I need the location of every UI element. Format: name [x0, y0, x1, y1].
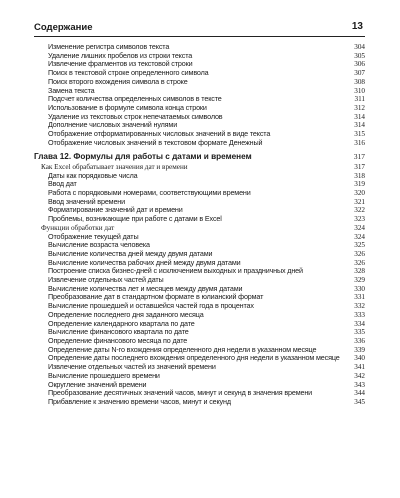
toc-entry-page: 332: [354, 302, 365, 311]
toc-entry-title: Отображение текущей даты: [48, 231, 139, 241]
toc-entry-title: Изменение регистра символов текста: [48, 42, 170, 51]
toc-entry-page: 311: [354, 95, 365, 104]
toc-entry-page: 320: [354, 189, 365, 198]
toc-entry-title: Определение даты N-го вхождения определенного дня недели в указанном месяце: [48, 344, 317, 354]
toc-entry-title: Удаление лишних пробелов из строки текста: [48, 50, 193, 60]
chapter-entry: [34, 152, 365, 162]
toc-entry-title: Поиск второго вхождения символа в строке: [48, 76, 188, 86]
toc-entry-page: 333: [354, 310, 365, 319]
toc-entry-title: Функции обработки дат: [41, 223, 115, 232]
toc-entry-page: 326: [354, 249, 365, 258]
toc-entry: [34, 215, 365, 224]
toc-entry-page: 336: [354, 337, 365, 345]
toc-entry-title: Замена текста: [48, 85, 95, 95]
toc-entry-page: 340: [354, 354, 365, 363]
toc-entry-page: 316: [354, 138, 365, 147]
toc-entry-title: Глава 12. Формулы для работы с датами и временем: [34, 152, 252, 162]
toc-entry-title: Вычисление финансового квартала по дате: [48, 327, 189, 337]
toc-entry-title: Вычисление количества рабочих дней между двумя датами: [48, 257, 241, 267]
toc-entry-page: 324: [354, 223, 365, 232]
running-header: [34, 14, 365, 37]
toc-entry-title: Вычисление прошедшего времени: [48, 370, 160, 380]
toc-entry-title: Преобразование дат в стандартном формате в юлианский формат: [48, 292, 264, 302]
toc-entry-title: Извлечение фрагментов из текстовой строки: [48, 59, 193, 69]
toc-entry-page: 329: [354, 276, 365, 285]
toc-entry-page: 310: [354, 86, 365, 95]
toc-entry-title: Форматирование значений дат и времени: [48, 205, 183, 215]
toc-entry-title: Подсчет количества определенных символов в тексте: [48, 94, 222, 104]
toc-entry-page: 318: [354, 171, 365, 180]
toc-entry: [34, 139, 365, 148]
toc-entry-title: Поиск в текстовой строке определенного символа: [48, 68, 209, 78]
toc-entry-page: 330: [354, 284, 365, 293]
toc-entry-page: 323: [354, 215, 365, 224]
toc-entry-title: Вычисление количества лет и месяцев между двумя датами: [48, 283, 243, 293]
toc-entry-page: 321: [354, 197, 365, 206]
toc-entry-page: 317: [353, 152, 365, 162]
toc-entry-page: 324: [354, 232, 365, 241]
toc-entry-title: Даты как порядковые числа: [48, 170, 138, 180]
toc-entry-title: Использование в формуле символа конца строки: [48, 102, 207, 112]
toc-entry-page: 306: [354, 60, 365, 69]
toc-entry-title: Построение списка бизнес-дней с исключением выходных и праздничных дней: [48, 266, 303, 276]
toc-entry-title: Дополнение числовых значений нулями: [48, 120, 178, 130]
toc-entry-title: Извлечение отдельных частей из значений времени: [48, 362, 216, 372]
toc-entry-title: Прибавление к значению времени часов, минут и секунд: [48, 396, 231, 406]
toc-entry-page: 319: [354, 180, 365, 189]
toc-entry-page: 345: [354, 397, 365, 406]
toc-entry-title: Ввод дат: [48, 179, 77, 189]
toc-entry-page: 339: [354, 345, 365, 354]
toc-entry-title: Ввод значений времени: [48, 196, 125, 206]
toc-entry-page: 343: [354, 380, 365, 389]
toc-entry-page: 331: [354, 293, 365, 302]
toc-entry-title: Проблемы, возникающие при работе с датами в Excel: [48, 214, 222, 224]
toc-entry-page: 344: [354, 389, 365, 398]
section-title: Содержание: [34, 21, 93, 33]
toc-entry-page: 308: [354, 77, 365, 86]
toc-entry-page: 312: [354, 103, 365, 112]
toc-entry-page: 341: [354, 363, 365, 372]
toc-entry-page: 326: [354, 258, 365, 267]
toc-entry-page: 335: [354, 328, 365, 337]
toc-entry-title: Определение последнего дня заданного месяца: [48, 309, 204, 319]
toc-entry-page: 304: [354, 43, 365, 51]
toc-entry-page: 314: [354, 121, 365, 130]
toc-entry-page: 342: [354, 371, 365, 380]
toc-entry-page: 307: [354, 69, 365, 78]
toc-entry-title: Удаление из текстовых строк непечатаемых символов: [48, 111, 223, 121]
toc-entry-page: 314: [354, 112, 365, 121]
toc-entry-title: Определение финансового месяца по дате: [48, 336, 188, 345]
toc-entry-page: 328: [354, 267, 365, 276]
toc-entry-title: Округление значений времени: [48, 379, 147, 389]
toc-entry-title: Как Excel обрабатывает значения дат и времени: [41, 162, 188, 171]
toc-entry-page: 325: [354, 241, 365, 250]
toc-entry-title: Отображение числовых значений в текстовом формате Денежный: [48, 137, 263, 147]
toc-entry-page: 317: [354, 162, 365, 171]
table-of-contents: [34, 43, 365, 407]
toc-entry-title: Отображение отформатированных числовых значений в виде текста: [48, 129, 271, 139]
toc-entry-title: Вычисление возраста человека: [48, 240, 150, 250]
toc-entry-title: Определение календарного квартала по дате: [48, 318, 195, 328]
toc-entry-title: Преобразование десятичных значений часов, минут и секунд в значения времени: [48, 388, 313, 398]
toc-entry-page: 305: [354, 51, 365, 60]
toc-entry-page: 322: [354, 206, 365, 215]
toc-entry-title: Вычисление прошедшей и оставшейся частей года в процентах: [48, 301, 254, 311]
toc-entry-title: Определение даты последнего вхождения определенного дня недели в указанном месяце: [48, 353, 340, 363]
toc-entry-page: 334: [354, 319, 365, 328]
toc-entry: [34, 398, 365, 407]
toc-entry-page: 315: [354, 130, 365, 139]
toc-entry: [34, 172, 365, 181]
toc-entry-title: Вычисление количества дней между двумя датами: [48, 248, 213, 258]
document-page: [34, 14, 365, 407]
toc-entry-title: Извлечение отдельных частей даты: [48, 275, 164, 285]
page-number: 13: [351, 21, 363, 32]
toc-entry-title: Работа с порядковыми номерами, соответствующими времени: [48, 188, 251, 198]
